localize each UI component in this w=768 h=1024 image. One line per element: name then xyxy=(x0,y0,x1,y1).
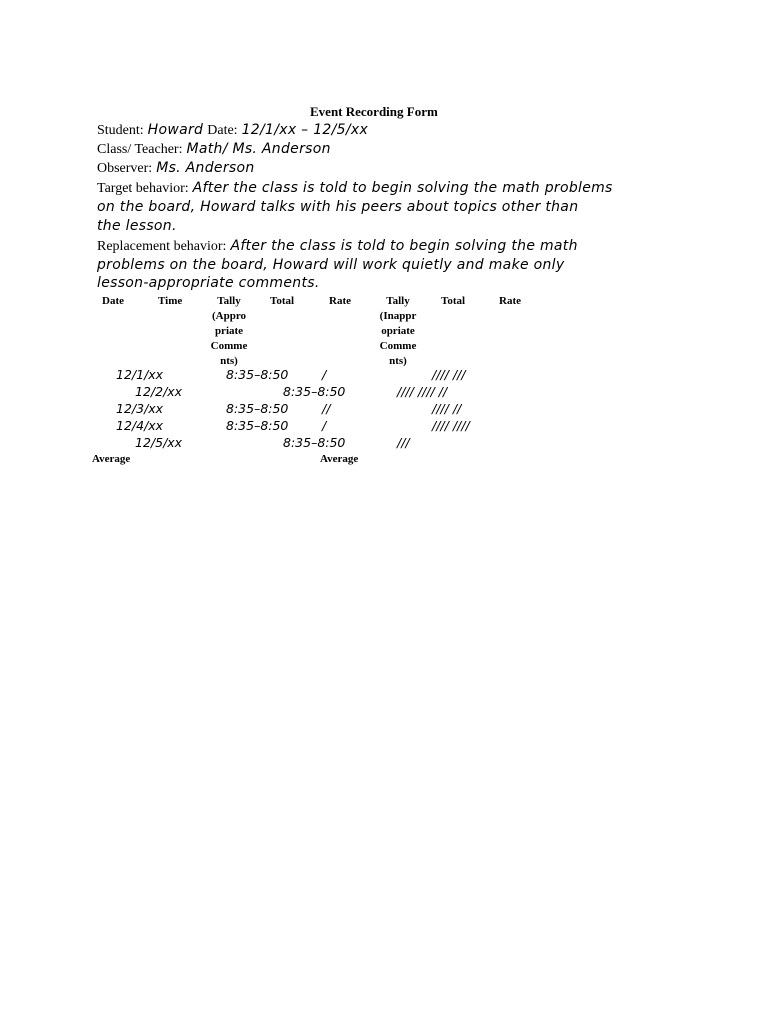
replacement-line-1 xyxy=(97,237,578,256)
header-tally-appropriate-line: Comme xyxy=(210,340,248,352)
row-1-time: 8:35–8:50 xyxy=(226,367,289,382)
observer-line xyxy=(97,159,255,178)
class-label: Class/ Teacher: xyxy=(97,142,183,157)
average-label-2: Average xyxy=(320,453,359,465)
replacement-label: Replacement behavior: xyxy=(97,239,227,254)
header-tally-appropriate-line: priate xyxy=(214,325,244,337)
header-tally-inappropriate-line: nts) xyxy=(389,355,407,367)
form-title: Event Recording Form xyxy=(310,104,438,119)
row-1-tally-appropriate: / xyxy=(322,367,327,382)
row-4-tally-appropriate: / xyxy=(322,418,327,433)
row-1-tally-inappropriate: //// /// xyxy=(432,367,466,382)
row-2-date: 12/2/xx xyxy=(135,384,183,399)
row-2-tally-inappropriate: //// //// // xyxy=(397,384,448,399)
header-tally-inappropriate-line: (Inappr xyxy=(379,310,417,322)
header-tally-appropriate xyxy=(206,294,252,369)
row-3-time: 8:35–8:50 xyxy=(226,401,289,416)
student-value: Howard xyxy=(147,122,204,138)
row-5-date: 12/5/xx xyxy=(135,435,183,450)
date-label: Date: xyxy=(207,123,238,138)
date-value: 12/1/xx – 12/5/xx xyxy=(241,122,369,138)
target-label: Target behavior: xyxy=(97,181,189,196)
header-tally-inappropriate xyxy=(374,294,422,369)
header-tally-appropriate-line: Tally xyxy=(217,295,241,307)
header-tally-appropriate-line: nts) xyxy=(220,355,238,367)
observer-value: Ms. Anderson xyxy=(156,160,255,176)
target-text-1: After the class is told to begin solving the math problems xyxy=(192,180,613,196)
header-total-2: Total xyxy=(441,295,466,307)
row-5-time: 8:35–8:50 xyxy=(283,435,346,450)
row-1-date: 12/1/xx xyxy=(116,367,164,382)
replacement-text-3: lesson-appropriate comments. xyxy=(97,275,320,291)
header-total-1: Total xyxy=(270,295,295,307)
header-tally-inappropriate-line: Tally xyxy=(386,295,410,307)
header-tally-appropriate-line: (Appro xyxy=(211,310,247,322)
header-tally-inappropriate-line: opriate xyxy=(381,325,415,337)
class-line xyxy=(97,140,331,159)
row-2-time: 8:35–8:50 xyxy=(283,384,346,399)
average-label-1: Average xyxy=(92,453,131,465)
row-3-tally-appropriate: // xyxy=(322,401,331,416)
replacement-text-2: problems on the board, Howard will work quietly and make only xyxy=(97,257,565,273)
student-label: Student: xyxy=(97,123,144,138)
observer-label: Observer: xyxy=(97,161,153,176)
header-time: Time xyxy=(158,295,183,307)
target-line-1 xyxy=(97,179,613,198)
row-5-tally-appropriate: /// xyxy=(397,435,410,450)
target-text-3: the lesson. xyxy=(97,218,177,234)
row-3-tally-inappropriate: //// // xyxy=(432,401,462,416)
row-4-tally-inappropriate: //// //// xyxy=(432,418,470,433)
row-3-date: 12/3/xx xyxy=(116,401,164,416)
header-date: Date xyxy=(102,295,124,307)
class-value: Math/ Ms. Anderson xyxy=(186,141,331,157)
row-4-time: 8:35–8:50 xyxy=(226,418,289,433)
header-rate-1: Rate xyxy=(329,295,351,307)
row-4-date: 12/4/xx xyxy=(116,418,164,433)
target-text-2: on the board, Howard talks with his peers about topics other than xyxy=(97,199,579,215)
header-rate-2: Rate xyxy=(499,295,521,307)
student-line xyxy=(97,121,368,140)
header-tally-inappropriate-line: Comme xyxy=(379,340,417,352)
replacement-text-1: After the class is told to begin solving the math xyxy=(230,238,578,254)
